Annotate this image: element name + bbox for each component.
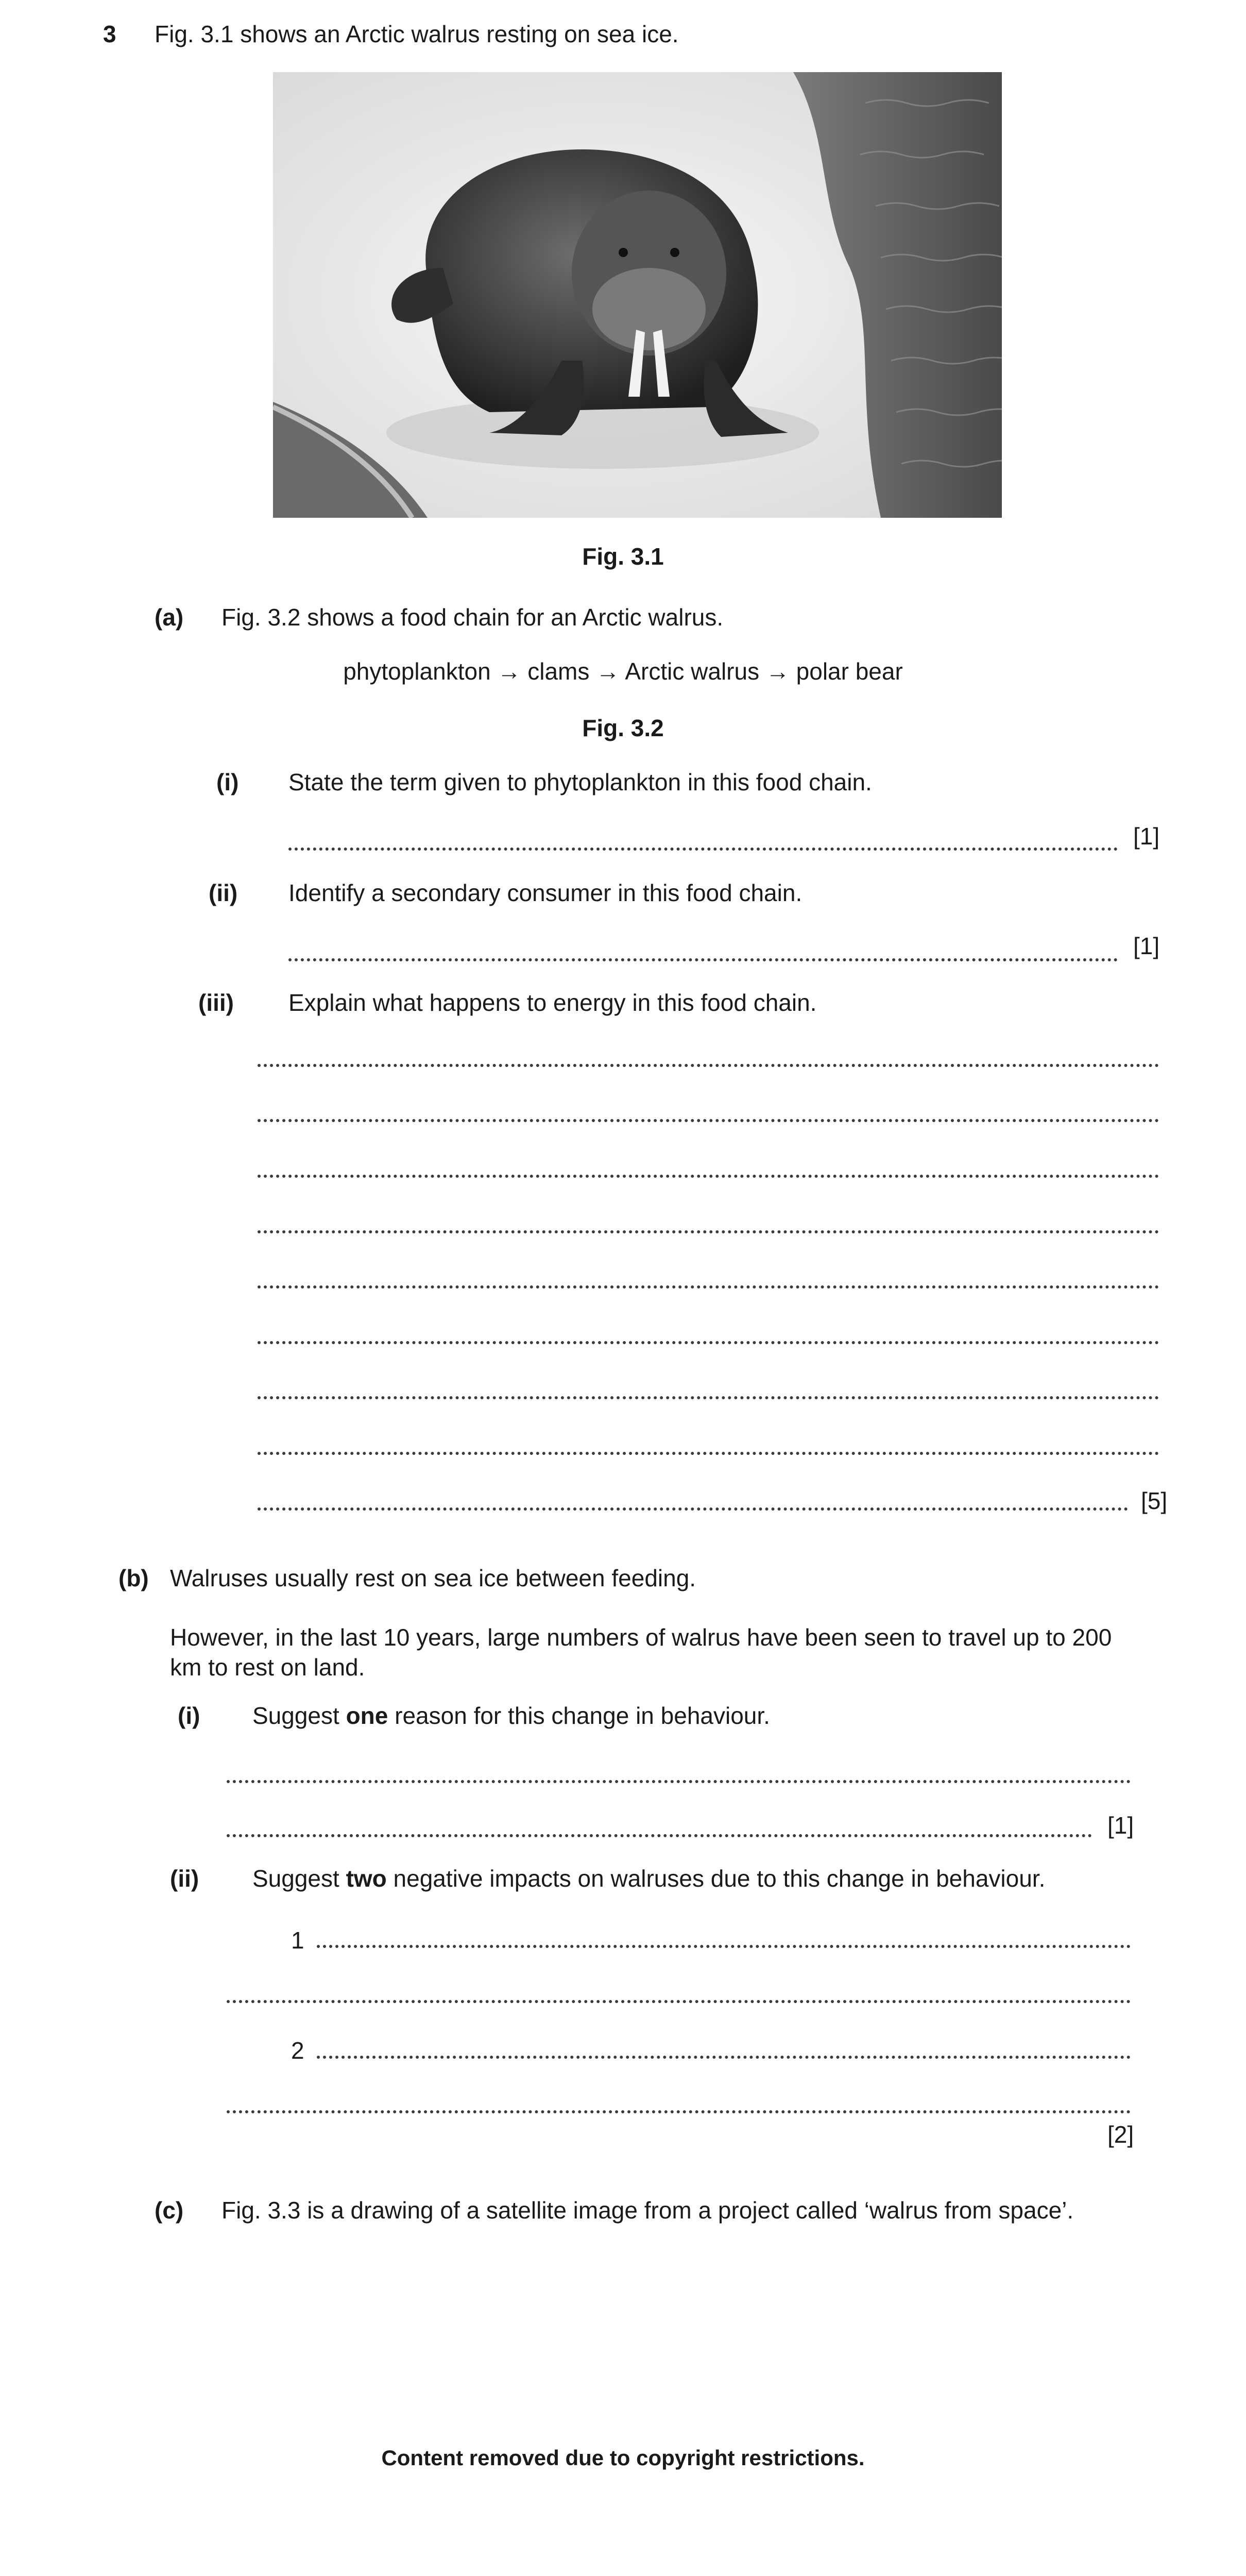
marks: [1] [1133,823,1160,850]
answer-line[interactable] [227,2110,1131,2113]
arrow-icon: → [765,658,790,685]
text: Suggest [252,1702,346,1729]
walrus-photo [273,72,1002,518]
food-chain-item: polar bear [796,658,903,685]
answer-line[interactable] [258,1341,1159,1344]
answer-line[interactable] [258,1285,1159,1289]
answer-line[interactable] [258,1119,1159,1122]
answer-line[interactable] [258,1064,1159,1067]
marks: [1] [1133,933,1160,959]
food-chain-item: clams [527,658,590,685]
answer-line[interactable] [288,958,1118,961]
part-b-ii-text [252,1864,1045,1894]
answer-line[interactable] [317,2056,1131,2059]
item-number: 1 [291,1927,304,1954]
part-b-ii-label: (ii) [170,1865,199,1892]
part-a-i-text: State the term given to phytoplankton in this food chain. [288,769,872,795]
answer-line[interactable] [317,1945,1131,1948]
answer-line[interactable] [227,1780,1131,1783]
part-a-iii-label: (iii) [198,989,234,1016]
answer-line[interactable] [227,1834,1092,1837]
part-b-text-2: However, in the last 10 years, large numbers of walrus have been seen to travel up to 200 km to rest on land. [170,1624,1112,1681]
food-chain-item: Arctic walrus [625,658,760,685]
arrow-icon: → [497,658,521,685]
part-b-label: (b) [118,1565,149,1591]
answer-line[interactable] [258,1507,1128,1511]
item-number: 2 [291,2037,304,2064]
part-b-i-label: (i) [178,1702,200,1729]
text: negative impacts on walruses due to this change in behaviour. [386,1865,1046,1892]
answer-line[interactable] [258,1230,1159,1233]
marks: [2] [1107,2121,1134,2148]
part-a-text: Fig. 3.2 shows a food chain for an Arctic walrus. [221,604,724,631]
marks: [1] [1107,1812,1134,1839]
answer-line[interactable] [288,848,1118,851]
emphasis: two [346,1865,387,1892]
part-a-ii-label: (ii) [209,879,238,906]
copyright-notice: Content removed due to copyright restrictions. [381,2446,865,2470]
arrow-icon: → [596,658,620,685]
question-number: 3 [103,21,116,47]
part-c-text: Fig. 3.3 is a drawing of a satellite image from a project called ‘walrus from space’. [221,2197,1074,2224]
emphasis: one [346,1702,388,1729]
text: reason for this change in behaviour. [388,1702,770,1729]
answer-line[interactable] [258,1175,1159,1178]
part-b-text-1: Walruses usually rest on sea ice between feeding. [170,1565,696,1591]
food-chain-item: phytoplankton [343,658,491,685]
part-a-label: (a) [155,604,184,631]
part-a-i-label: (i) [216,769,239,795]
part-a-iii-text: Explain what happens to energy in this food chain. [288,989,817,1016]
food-chain [0,657,1246,687]
part-a-ii-text: Identify a secondary consumer in this food chain. [288,879,803,906]
part-b-i-text [252,1701,770,1731]
answer-line[interactable] [227,2000,1131,2003]
part-c-label: (c) [155,2197,184,2224]
answer-line[interactable] [258,1452,1159,1455]
answer-line[interactable] [258,1396,1159,1399]
marks: [5] [1141,1487,1168,1514]
fig-3-1-caption: Fig. 3.1 [582,543,664,570]
question-intro: Fig. 3.1 shows an Arctic walrus resting on sea ice. [155,21,679,47]
text: Suggest [252,1865,346,1892]
fig-3-2-caption: Fig. 3.2 [582,715,664,741]
